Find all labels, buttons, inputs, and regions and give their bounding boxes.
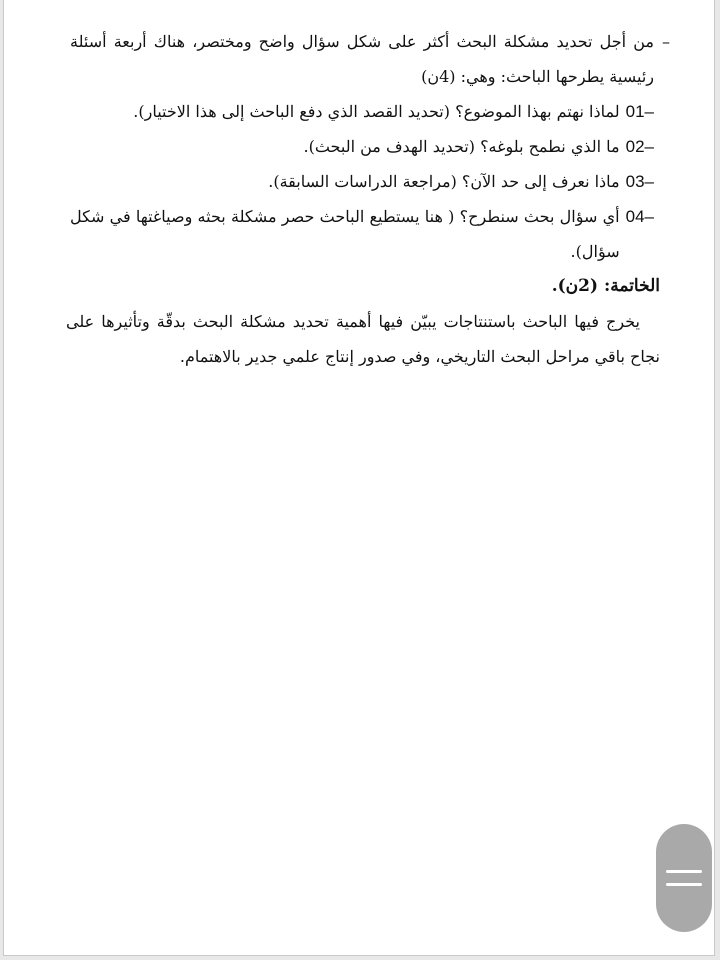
- question-item: [70, 94, 654, 129]
- handle-bar: [666, 870, 702, 873]
- document-page: [3, 0, 715, 956]
- question-number: 01–: [625, 102, 654, 121]
- question-number: 04–: [625, 207, 654, 226]
- question-text: ما الذي نطمح بلوغه؟ (تحديد الهدف من البحث).: [303, 137, 620, 156]
- question-number: 02–: [625, 137, 654, 156]
- conclusion-text: يخرج فيها الباحث باستنتاجات يبيّن فيها أهمية تحديد مشكلة البحث بدقّة وتأثيرها على نجاح باقي مراحل البحث التاريخي، وفي صدور إنتاج علمي جدير بالاهتمام.: [66, 312, 660, 366]
- question-text: أي سؤال بحث سنطرح؟ ( هنا يستطيع الباحث حصر مشكلة بحثه وصياغتها في شكل سؤال).: [70, 207, 620, 261]
- conclusion-heading-label: الخاتمة:: [603, 276, 660, 296]
- question-item: [70, 129, 654, 164]
- question-number: 03–: [625, 172, 654, 191]
- question-text: ماذا نعرف إلى حد الآن؟ (مراجعة الدراسات السابقة).: [268, 172, 620, 191]
- question-item: [70, 199, 654, 269]
- document-content: [66, 24, 670, 374]
- conclusion-heading-score: (2ن).: [551, 276, 604, 296]
- question-text: لماذا نهتم بهذا الموضوع؟ (تحديد القصد الذي دفع الباحث إلى هذا الاختيار).: [133, 102, 620, 121]
- handle-bar: [666, 883, 702, 886]
- bullet-dash: –: [662, 32, 670, 51]
- conclusion-heading: [70, 269, 660, 304]
- intro-text: من أجل تحديد مشكلة البحث أكثر على شكل سؤال واضح ومختصر، هناك أربعة أسئلة رئيسية يطرحها الباحث: وهي: (4ن): [70, 32, 654, 86]
- intro-paragraph: [70, 24, 678, 94]
- drag-handle-icon[interactable]: [656, 824, 712, 932]
- question-item: [70, 164, 654, 199]
